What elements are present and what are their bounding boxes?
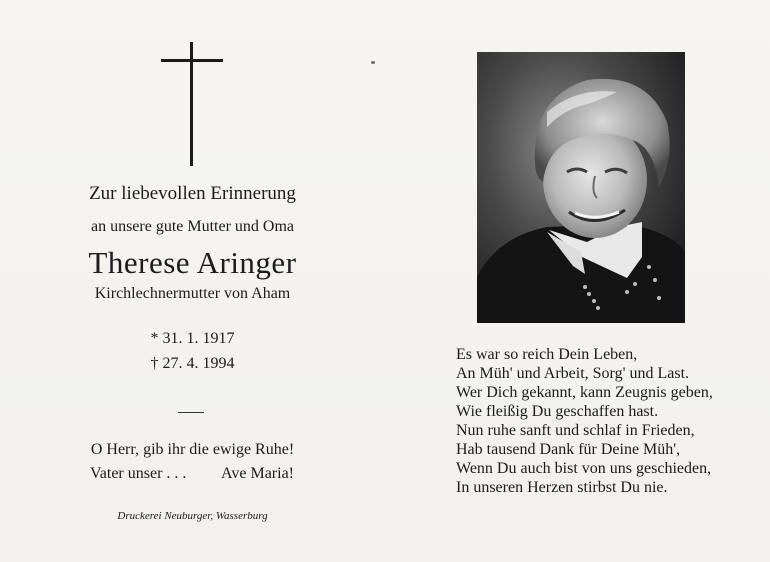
poem-line: An Müh' und Arbeit, Sorg' und Last. <box>456 365 690 382</box>
birth-date: * 31. 1. 1917 <box>150 330 235 347</box>
deceased-epithet: Kirchlechnermutter von Aham <box>94 285 291 302</box>
paper-speck <box>371 61 375 64</box>
cross-icon <box>161 42 223 166</box>
poem-line: Hab tausend Dank für Deine Müh', <box>456 441 681 458</box>
memorial-heading: Zur liebevollen Erinnerung <box>89 183 296 204</box>
memorial-poem <box>456 345 756 497</box>
poem-line: Wie fleißig Du geschaffen hast. <box>456 403 659 420</box>
deceased-name: Therese Aringer <box>88 245 297 280</box>
poem-line: Es war so reich Dein Leben, <box>456 346 638 363</box>
poem-line: Wenn Du auch bist von uns geschieden, <box>456 460 712 477</box>
memorial-subheading: an unsere gute Mutter und Oma <box>90 218 295 235</box>
poem-line: In unseren Herzen stirbst Du nie. <box>456 479 668 496</box>
poem-line: Wer Dich gekannt, kann Zeugnis geben, <box>456 384 713 401</box>
prayer-ave-maria: Ave Maria! <box>221 465 294 482</box>
prayer-our-father: Vater unser . . . <box>90 465 187 482</box>
printer-credit: Druckerei Neuburger, Wasserburg <box>117 510 268 522</box>
divider <box>178 412 204 413</box>
prayer-invocations <box>90 465 294 483</box>
portrait-photo <box>477 52 685 323</box>
death-date: † 27. 4. 1994 <box>150 355 235 372</box>
poem-line: Nun ruhe sanft und schlaf in Frieden, <box>456 422 695 439</box>
prayer-line: O Herr, gib ihr die ewige Ruhe! <box>90 441 295 458</box>
